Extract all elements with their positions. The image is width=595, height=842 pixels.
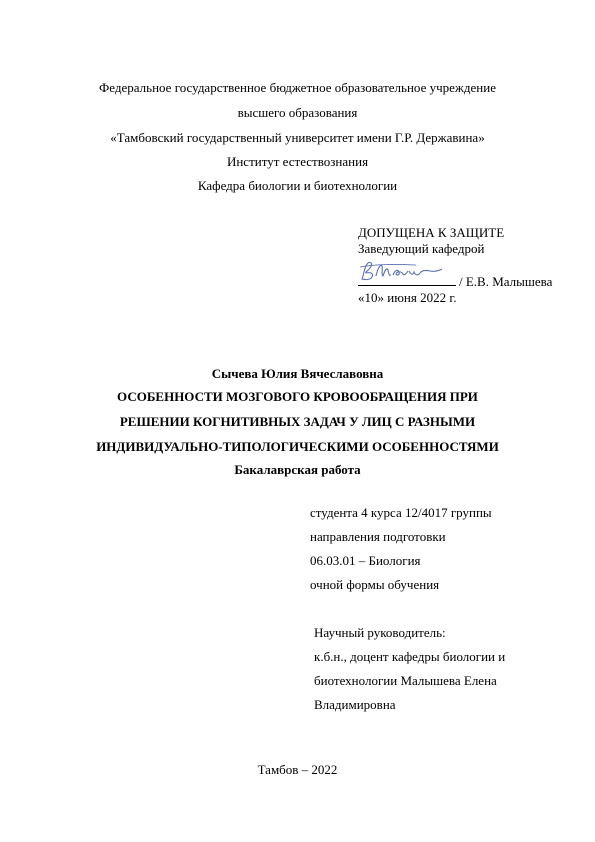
student-direction-code: 06.03.01 – Биология: [310, 553, 421, 568]
thesis-title-line-1: ОСОБЕННОСТИ МОЗГОВОГО КРОВООБРАЩЕНИЯ ПРИ: [117, 389, 478, 404]
student-course-group: студента 4 курса 12/4017 группы: [310, 505, 492, 520]
approval-date: «10» июня 2022 г.: [358, 290, 457, 305]
institute-name: Институт естествознания: [226, 154, 369, 169]
handwritten-signature: [356, 258, 448, 284]
supervisor-label: Научный руководитель:: [314, 625, 446, 640]
student-direction-label: направления подготовки: [310, 529, 446, 544]
institution-line-2: высшего образования: [237, 105, 358, 120]
approval-role: Заведующий кафедрой: [358, 241, 485, 256]
student-study-form: очной формы обучения: [310, 577, 440, 592]
supervisor-name: биотехнологии Малышева Елена: [314, 673, 497, 688]
department-name: Кафедра биологии и биотехнологии: [197, 178, 398, 193]
approval-status: ДОПУЩЕНА К ЗАЩИТЕ: [358, 225, 505, 240]
institution-line-1: Федеральное государственное бюджетное образовательное учреждение: [99, 80, 496, 95]
city-year: Тамбов – 2022: [257, 762, 338, 777]
author-name: Сычева Юлия Вячеславовна: [211, 366, 384, 381]
supervisor-patronymic: Владимировна: [314, 697, 396, 712]
work-type: Бакалаврская работа: [234, 462, 361, 477]
signature-underline: [358, 285, 456, 286]
thesis-title-line-2: РЕШЕНИИ КОГНИТИВНЫХ ЗАДАЧ У ЛИЦ С РАЗНЫМИ: [119, 414, 476, 429]
university-name: «Тамбовский государственный университет имени Г.Р. Державина»: [110, 130, 485, 145]
head-of-department-name: / Е.В. Малышева: [459, 274, 553, 289]
thesis-title-line-3: ИНДИВИДУАЛЬНО-ТИПОЛОГИЧЕСКИМИ ОСОБЕННОСТЯМИ: [96, 439, 499, 454]
supervisor-degree: к.б.н., доцент кафедры биологии и: [314, 649, 506, 664]
